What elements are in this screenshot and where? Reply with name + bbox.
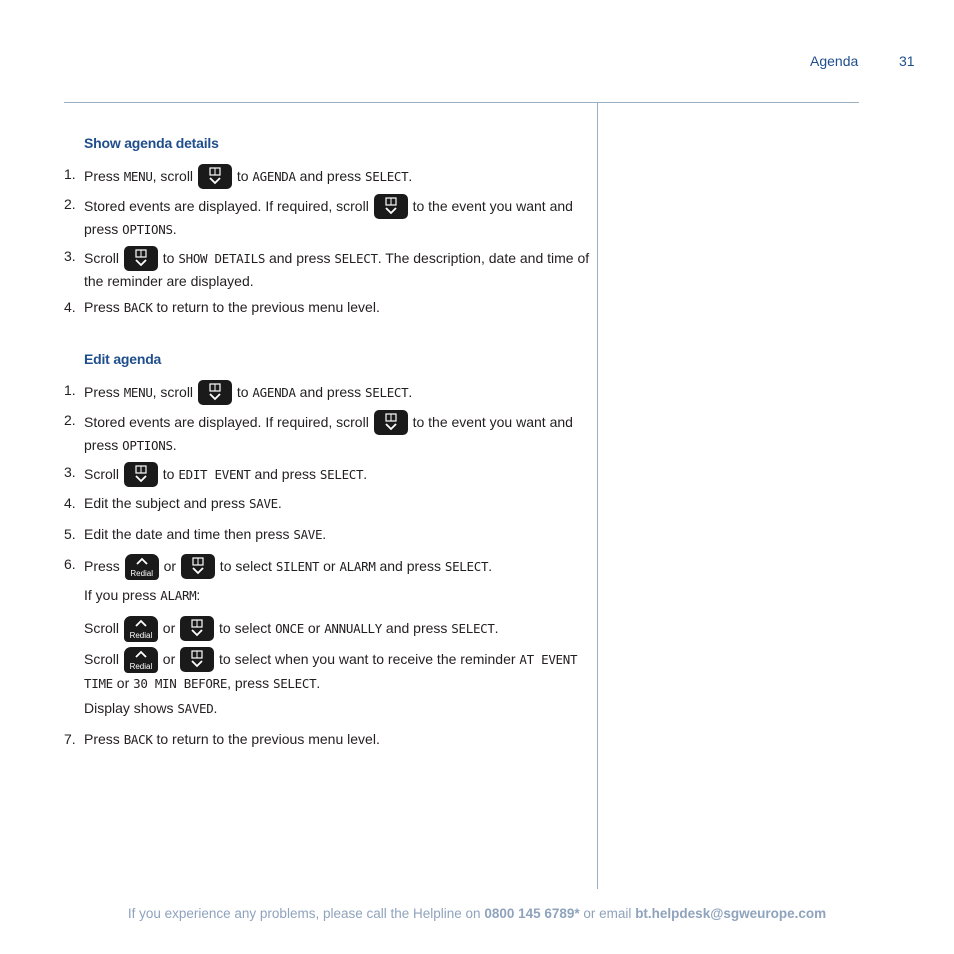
lcd-select: SELECT (334, 251, 378, 266)
step-number: 1. (64, 166, 76, 182)
lcd-silent: SILENT (275, 559, 320, 574)
step-number: 3. (64, 464, 76, 480)
lcd-alarm: ALARM (339, 559, 376, 574)
phonebook-down-icon (181, 554, 215, 579)
page-number: 31 (899, 53, 915, 69)
lcd-select: SELECT (272, 676, 317, 691)
lcd-show-details: SHOW DETAILS (178, 251, 266, 266)
column-divider (597, 103, 598, 889)
redial-label: Redial (130, 569, 154, 578)
lcd-save: SAVE (249, 496, 278, 511)
phonebook-down-icon (124, 462, 158, 487)
phonebook-down-icon (374, 194, 408, 219)
lcd-once: ONCE (275, 621, 304, 636)
lcd-saved: SAVED (177, 701, 214, 716)
redial-up-icon (124, 616, 158, 642)
header-section: Agenda (810, 53, 859, 69)
step-number: 3. (64, 248, 76, 264)
step-number: 7. (64, 731, 76, 747)
step-number: 2. (64, 196, 76, 212)
lcd-select: SELECT (365, 169, 409, 184)
lcd-at-event-time: AT EVENT TIME (84, 652, 578, 691)
phonebook-down-icon (198, 164, 232, 189)
helpline-phone: 0800 145 6789* (484, 906, 580, 921)
lcd-save: SAVE (293, 527, 323, 542)
helpdesk-email: bt.helpdesk@sgweurope.com (635, 906, 827, 921)
redial-label: Redial (129, 631, 153, 640)
lcd-alarm: ALARM (160, 588, 197, 603)
redial-up-icon (125, 554, 159, 580)
display-saved-note: Display shows SAVED. (84, 700, 218, 716)
step-number: 4. (64, 299, 76, 315)
if-alarm-note: If you press ALARM: (84, 587, 201, 603)
phonebook-down-icon (180, 616, 214, 641)
step-number: 4. (64, 495, 76, 511)
lcd-agenda: AGENDA (252, 385, 296, 400)
redial-up-icon (124, 647, 158, 673)
lcd-select: SELECT (365, 385, 409, 400)
lcd-back: BACK (123, 732, 153, 747)
phonebook-down-icon (374, 410, 408, 435)
step-number: 5. (64, 526, 76, 542)
lcd-menu: MENU (123, 169, 153, 184)
redial-label: Redial (129, 662, 153, 671)
section-heading-show: Show agenda details (84, 135, 219, 151)
lcd-edit-event: EDIT EVENT (178, 467, 251, 482)
header-rule (64, 102, 859, 103)
lcd-select: SELECT (451, 621, 495, 636)
lcd-back: BACK (123, 300, 153, 315)
lcd-options: OPTIONS (122, 222, 173, 237)
phonebook-down-icon (124, 246, 158, 271)
helpline-footer: If you experience any problems, please call the Helpline on 0800 145 6789* or email bt.helpdesk@sgweurope.com (127, 906, 827, 921)
lcd-30-min-before: 30 MIN BEFORE (133, 676, 228, 691)
scroll-reminder-time: Scroll Redial or to select when you want to receive the reminder AT EVENT TIME or 30 MIN BEFORE, press SELECT. (84, 647, 590, 694)
lcd-select: SELECT (319, 467, 364, 482)
phonebook-down-icon (198, 380, 232, 405)
lcd-select: SELECT (444, 559, 489, 574)
section-heading-edit: Edit agenda (84, 351, 162, 367)
step-number: 2. (64, 412, 76, 428)
lcd-annually: ANNUALLY (324, 621, 383, 636)
lcd-options: OPTIONS (122, 438, 173, 453)
scroll-once-annually: Scroll Redial or to select ONCE or ANNUALLY and press SELECT. (84, 616, 590, 642)
lcd-agenda: AGENDA (252, 169, 296, 184)
lcd-menu: MENU (123, 385, 153, 400)
step-number: 1. (64, 382, 76, 398)
step-number: 6. (64, 556, 76, 572)
phonebook-down-icon (180, 647, 214, 672)
